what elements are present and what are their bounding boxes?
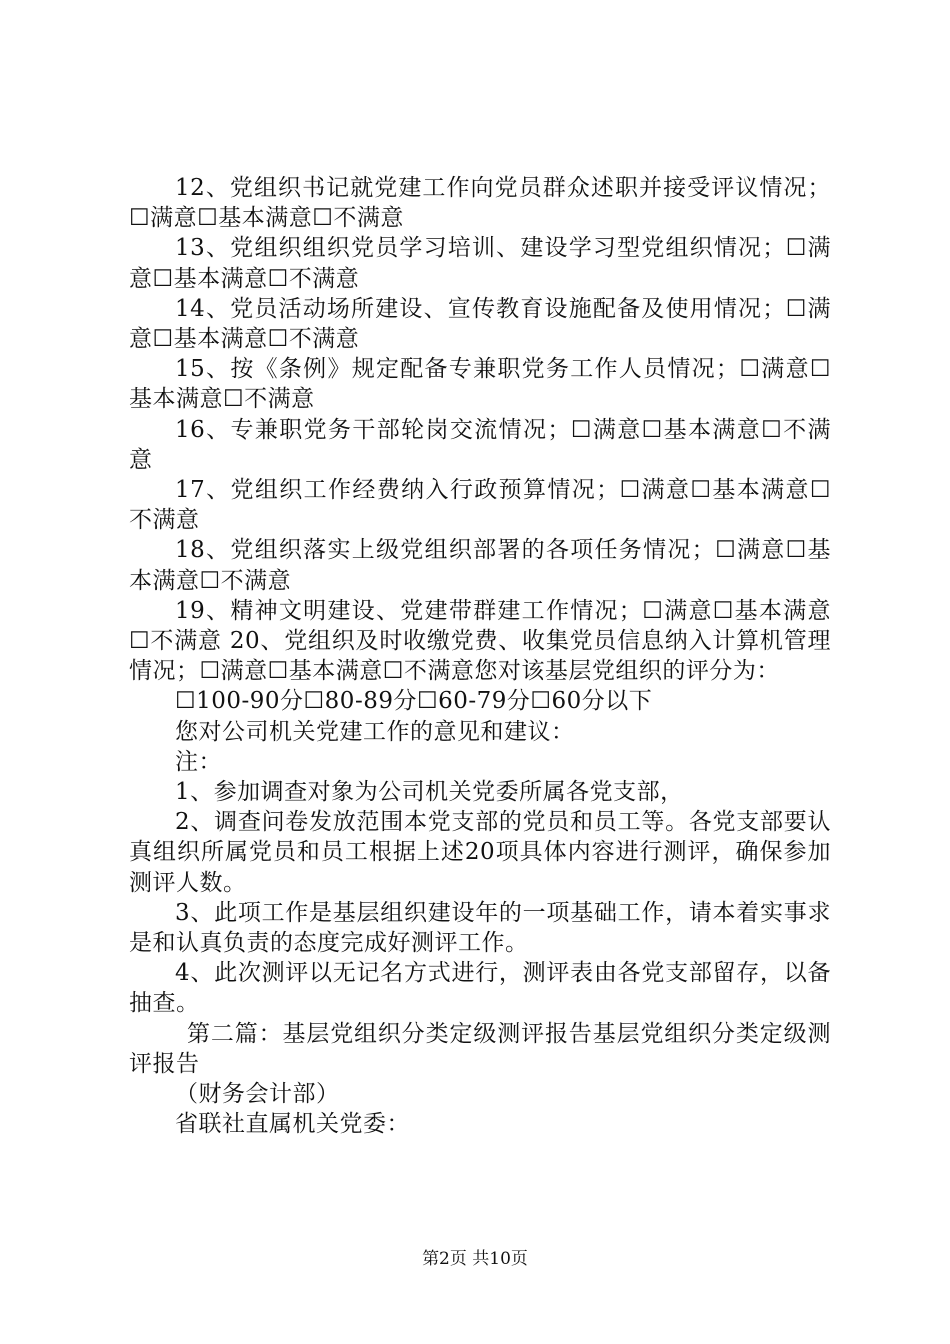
paragraph-item-13: 13、党组织组织党员学习培训、建设学习型党组织情况；☐满意☐基本满意☐不满意 — [129, 235, 831, 292]
paragraph-item-12: 12、党组织书记就党建工作向党员群众述职并接受评议情况；☐满意☐基本满意☐不满意 — [129, 175, 831, 232]
score-options: ☐100-90分☐80-89分☐60-79分☐60分以下 — [175, 688, 653, 715]
salutation: 省联社直属机关党委： — [175, 1111, 410, 1138]
paragraph-item-16: 16、专兼职党务干部轮岗交流情况；☐满意☐基本满意☐不满意 — [129, 416, 831, 473]
paragraph-item-19-20: 19、精神文明建设、党建带群建工作情况；☐满意☐基本满意☐不满意 20、党组织及时收缴党费、收集党员信息纳入计算机管理情况；☐满意☐基本满意☐不满意您对该基层党组织的评分为： — [129, 597, 831, 685]
document-body — [129, 173, 831, 1140]
note-item-1: 1、参加调查对象为公司机关党委所属各党支部， — [175, 779, 684, 806]
note-heading: 注： — [175, 748, 222, 775]
note-item-2: 2、调查问卷发放范围本党支部的党员和员工等。各党支部要认真组织所属党员和员工根据上述20项具体内容进行测评，确保参加测评人数。 — [129, 809, 831, 896]
paragraph-item-14: 14、党员活动场所建设、宣传教育设施配备及使用情况；☐满意☐基本满意☐不满意 — [129, 295, 831, 353]
department-name: （财务会计部） — [175, 1081, 340, 1108]
section-title: 第二篇：基层党组织分类定级测评报告基层党组织分类定级测评报告 — [129, 1020, 831, 1077]
paragraph-item-18: 18、党组织落实上级党组织部署的各项任务情况；☐满意☐基本满意☐不满意 — [129, 537, 831, 594]
note-item-3: 3、此项工作是基层组织建设年的一项基础工作，请本着实事求是和认真负责的态度完成好测评工作。 — [129, 899, 831, 957]
suggestion-prompt: 您对公司机关党建工作的意见和建议： — [175, 718, 575, 745]
page-number-footer: 第2页 共10页 — [422, 1249, 528, 1269]
paragraph-item-17: 17、党组织工作经费纳入行政预算情况；☐满意☐基本满意☐不满意 — [129, 477, 831, 534]
paragraph-item-15: 15、按《条例》规定配备专兼职党务工作人员情况；☐满意☐基本满意☐不满意 — [129, 356, 831, 413]
note-item-4: 4、此次测评以无记名方式进行，测评表由各党支部留存，以备抽查。 — [129, 960, 831, 1017]
